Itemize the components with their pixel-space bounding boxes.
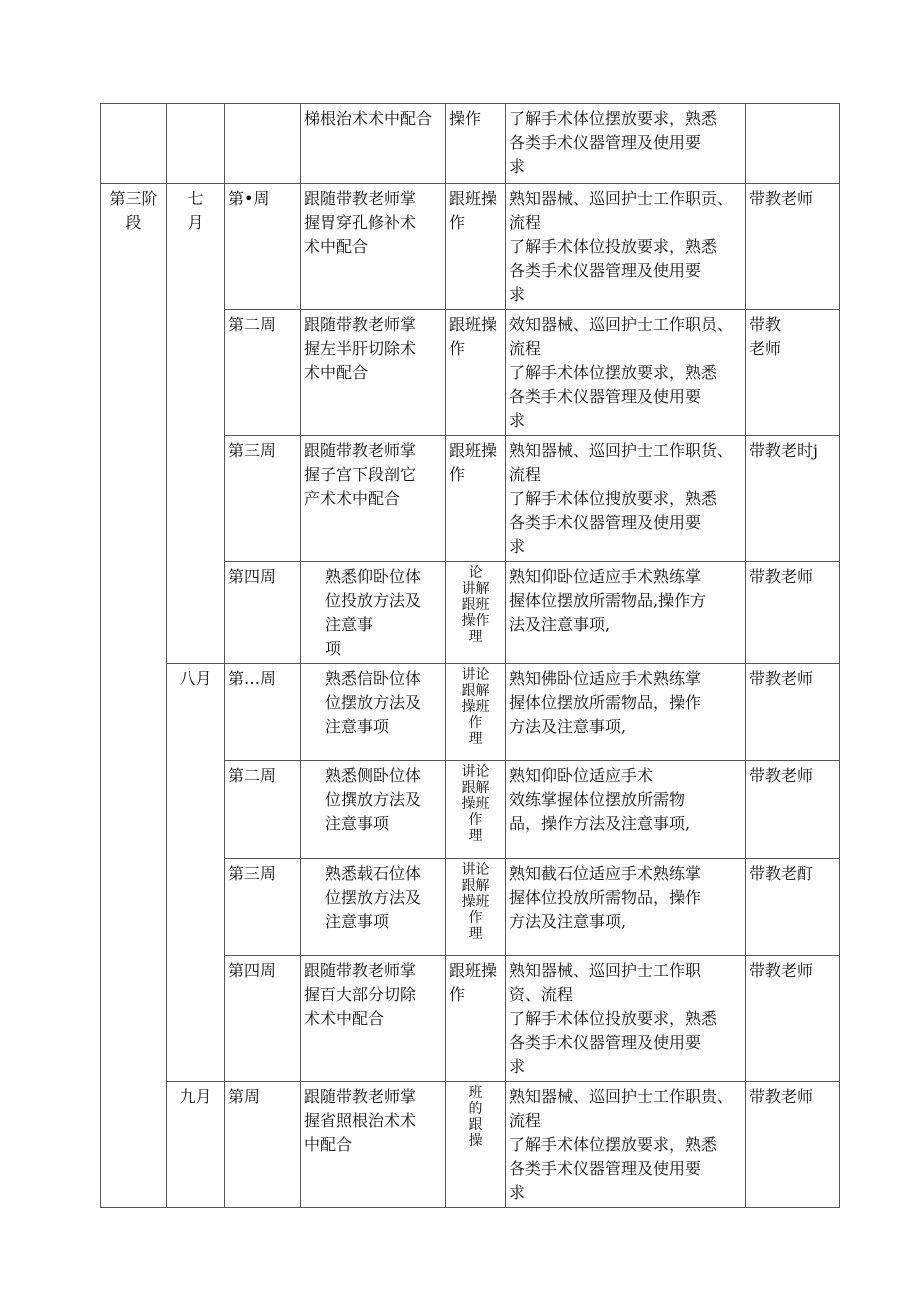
teacher-cell: 带教老师 xyxy=(746,184,840,310)
week-cell-empty xyxy=(225,104,301,184)
week-label: 第三周 xyxy=(225,859,301,956)
method-cell: 讲论 跟解 操班 作 理 xyxy=(446,859,506,956)
method-cell: 跟班操 作 xyxy=(446,310,506,436)
schedule-table xyxy=(100,103,840,1208)
requirements-cell: 熟知器械、巡回护士工作职货、 流程 了解手术体位搜放要求，熟悉 各类手术仪器管理及使用要 求 xyxy=(506,436,746,562)
table-row xyxy=(101,184,840,310)
method-cell: 跟班操 作 xyxy=(446,184,506,310)
teacher-cell: 带教 老师 xyxy=(746,310,840,436)
requirements-cell: 熟知器械、巡回护士工作职 资、流程 了解手术体位投放要求，熟悉 各类手术仪器管理及使用要 求 xyxy=(506,956,746,1082)
content-cell: 跟随带教老师掌 握省照根治术术 中配合 xyxy=(301,1082,446,1208)
table-row xyxy=(101,104,840,184)
week-label: 第•周 xyxy=(225,184,301,310)
stage-cell-empty xyxy=(101,104,167,184)
content-cell: 跟随带教老师掌 握胃穿孔修补术 术中配合 xyxy=(301,184,446,310)
content-cell: 跟随带教老师掌 握子宫下段剖它 产术术中配合 xyxy=(301,436,446,562)
month-label: 七 月 xyxy=(167,184,225,664)
requirements-cell: 熟知仰卧位适应手术 效练掌握体位摆放所需物 品，操作方法及注意事项, xyxy=(506,761,746,859)
requirements-cell: 熟知器械、巡回护士工作职贡、 流程 了解手术体位投放要求，熟悉 各类手术仪器管理及使用要 求 xyxy=(506,184,746,310)
content-cell: 熟悉载石位体 位摆放方法及 注意事项 xyxy=(301,859,446,956)
requirements-cell: 熟知佛卧位适应手术熟练掌 握体位摆放所需物品，操作 方法及注意事项, xyxy=(506,664,746,761)
table-row xyxy=(101,664,840,761)
requirements-cell: 熟知仰卧位适应手术熟练掌 握体位摆放所需物品,操作方 法及注意事项, xyxy=(506,562,746,664)
method-cell: 操作 xyxy=(446,104,506,184)
week-label: 第周 xyxy=(225,1082,301,1208)
teacher-cell: 带教老师 xyxy=(746,956,840,1082)
method-cell: 论 讲解 跟班 操作 理 xyxy=(446,562,506,664)
method-cell: 讲论 跟解 操班 作 理 xyxy=(446,664,506,761)
week-label: 第二周 xyxy=(225,761,301,859)
teacher-cell: 带教老师 xyxy=(746,664,840,761)
content-cell: 跟随带教老师掌 握左半肝切除术 术中配合 xyxy=(301,310,446,436)
teacher-cell xyxy=(746,104,840,184)
requirements-cell: 熟知截石位适应手术熟练掌 握体位投放所需物品，操作 方法及注意事项, xyxy=(506,859,746,956)
requirements-cell: 熟知器械、巡回护士工作职贵、 流程 了解手术体位摆放要求，熟悉 各类手术仪器管理及使用要 求 xyxy=(506,1082,746,1208)
table-row xyxy=(101,1082,840,1208)
month-cell-empty xyxy=(167,104,225,184)
requirements-cell: 效知器械、巡回护士工作职员、 流程 了解手术体位摆放要求，熟悉 各类手术仪器管理及使用要 求 xyxy=(506,310,746,436)
training-schedule xyxy=(100,103,840,1208)
teacher-cell: 带教老时j xyxy=(746,436,840,562)
method-cell: 班 的 跟 操 xyxy=(446,1082,506,1208)
week-label: 第四周 xyxy=(225,562,301,664)
requirements-cell: 了解手术体位摆放要求，熟悉 各类手术仪器管理及使用要 求 xyxy=(506,104,746,184)
method-cell: 跟班操 作 xyxy=(446,436,506,562)
stage-label: 第三阶 段 xyxy=(101,184,167,1208)
content-cell: 熟悉信卧位体 位摆放方法及 注意事项 xyxy=(301,664,446,761)
content-cell: 跟随带教老师掌 握百大部分切除 术术中配合 xyxy=(301,956,446,1082)
week-label: 第四周 xyxy=(225,956,301,1082)
teacher-cell: 带教老酊 xyxy=(746,859,840,956)
month-label: 八月 xyxy=(167,664,225,1082)
teacher-cell: 带教老师 xyxy=(746,761,840,859)
week-label: 第…周 xyxy=(225,664,301,761)
method-cell: 跟班操 作 xyxy=(446,956,506,1082)
month-label: 九月 xyxy=(167,1082,225,1208)
week-label: 第三周 xyxy=(225,436,301,562)
content-cell: 梯根治术术中配合 xyxy=(301,104,446,184)
content-cell: 熟悉侧卧位体 位撰放方法及 注意事项 xyxy=(301,761,446,859)
week-label: 第二周 xyxy=(225,310,301,436)
teacher-cell: 带教老师 xyxy=(746,1082,840,1208)
teacher-cell: 带教老师 xyxy=(746,562,840,664)
content-cell: 熟悉仰卧位体 位投放方法及 注意事 项 xyxy=(301,562,446,664)
method-cell: 讲论 跟解 操班 作 理 xyxy=(446,761,506,859)
